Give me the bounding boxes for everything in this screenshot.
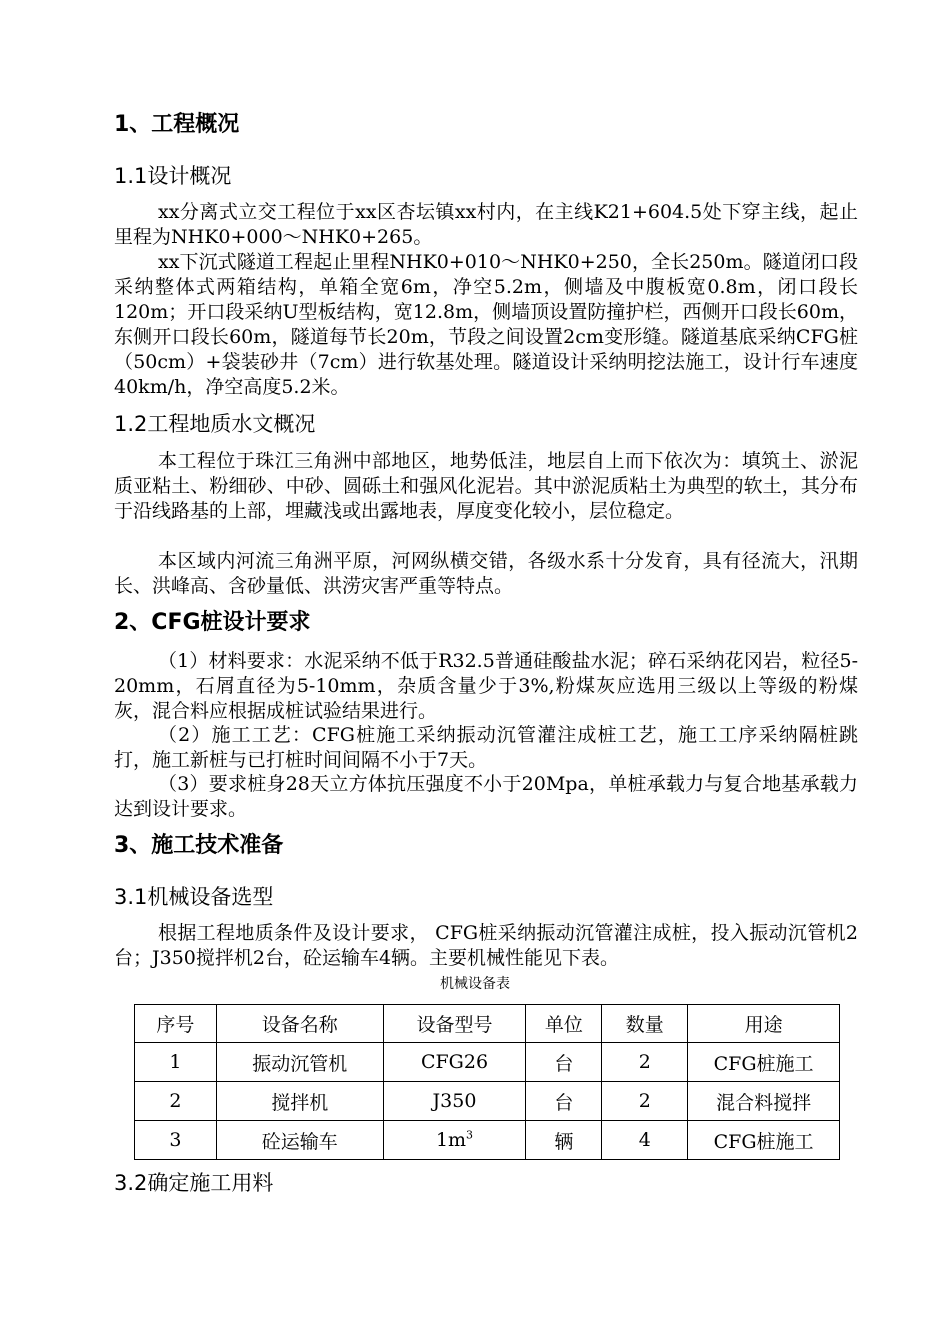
section-2-paragraph-3: （3）要求桩身28天立方体抗压强度不小于20Mpa，单桩承载力与复合地基承载力达到设计要求。 (114, 773, 858, 820)
section-2-paragraph-2: （2）施工工艺：CFG桩施工采纳振动沉管灌注成桩工艺，施工工序采纳隔桩跳打，施工新桩与已打桩时间间隔不小于7天。 (114, 724, 858, 771)
table-cell: CFG26 (383, 1043, 526, 1082)
table-cell: 振动沉管机 (216, 1043, 383, 1082)
section-3-1-paragraph-1: 根据工程地质条件及设计要求， CFG桩采纳振动沉管灌注成桩，投入振动沉管机2台；J350搅拌机2台，砼运输车4辆。主要机械性能见下表。 (114, 922, 858, 969)
unit-superscript: 3 (466, 1128, 474, 1142)
table-cell: 搅拌机 (216, 1082, 383, 1121)
header-cell: 用途 (688, 1005, 840, 1043)
table-row (135, 1043, 840, 1082)
table-cell: CFG桩施工 (688, 1121, 840, 1160)
table-cell: 2 (602, 1043, 688, 1082)
table-row (135, 1121, 840, 1160)
table-caption: 机械设备表 (440, 976, 510, 992)
table-cell: 辆 (526, 1121, 602, 1160)
header-cell: 设备名称 (216, 1005, 383, 1043)
model-value: 1m (435, 1129, 467, 1151)
section-1-2-paragraph-1: 本工程位于珠江三角洲中部地区，地势低洼，地层自上而下依次为：填筑土、淤泥质亚粘土、粉细砂、中砂、圆砾土和强风化泥岩。其中淤泥质粘土为典型的软土，其分布于沿线路基的上部，埋藏浅或出露地表，厚度变化较小，层位稳定。 (114, 450, 858, 522)
section-3-1-title: 3.1机械设备选型 (114, 885, 274, 909)
header-cell: 单位 (526, 1005, 602, 1043)
table-cell: 台 (526, 1043, 602, 1082)
section-1-1-title: 1.1设计概况 (114, 164, 232, 188)
table-cell (383, 1121, 526, 1160)
table-cell: 砼运输车 (216, 1121, 383, 1160)
section-3-title: 3、施工技术准备 (114, 833, 284, 858)
section-2-paragraph-1: （1）材料要求：水泥采纳不低于R32.5普通硅酸盐水泥；碎石采纳花冈岩，粒径5-20mm，石屑直径为5-10mm，杂质含量少于3%,粉煤灰应选用三级以上等级的粉煤灰，混合料应根据成桩试验结果进行。 (114, 650, 858, 722)
section-2-title: 2、CFG桩设计要求 (114, 610, 311, 635)
section-1-1-paragraph-1: xx分离式立交工程位于xx区杏坛镇xx村内，在主线K21+604.5处下穿主线，起止里程为NHK0+000～NHK0+265。 (114, 201, 858, 248)
table-cell: 1 (135, 1043, 217, 1082)
table-cell: 混合料搅拌 (688, 1082, 840, 1121)
table-header-row (135, 1005, 840, 1043)
section-1-2-paragraph-2: 本区域内河流三角洲平原，河网纵横交错，各级水系十分发育，具有径流大，汛期长、洪峰高、含砂量低、洪涝灾害严重等特点。 (114, 550, 858, 597)
table-cell: CFG桩施工 (688, 1043, 840, 1082)
section-1-2-title: 1.2工程地质水文概况 (114, 412, 316, 436)
section-1-title: 1、工程概况 (114, 112, 240, 137)
header-cell: 序号 (135, 1005, 217, 1043)
table-cell: 3 (135, 1121, 217, 1160)
section-3-2-title: 3.2确定施工用料 (114, 1171, 274, 1195)
table-row (135, 1082, 840, 1121)
table-cell: 台 (526, 1082, 602, 1121)
table-cell: 2 (602, 1082, 688, 1121)
table-cell: 4 (602, 1121, 688, 1160)
header-cell: 设备型号 (383, 1005, 526, 1043)
section-1-1-paragraph-2: xx下沉式隧道工程起止里程NHK0+010～NHK0+250，全长250m。隧道闭口段采纳整体式两箱结构，单箱全宽6m，净空5.2m，侧墙及中腹板宽0.8m，闭口段长120m；开口段采纳U型板结构，宽12.8m，侧墙顶设置防撞护栏，西侧开口段长60m，东侧开口段长60m，隧道每节长20m，节段之间设置2cm变形缝。隧道基底采纳CFG桩（50cm）+袋装砂井（7cm）进行软基处理。隧道设计采纳明挖法施工，设计行车速度40km/h，净空高度5.2米。 (114, 251, 858, 398)
table-cell: 2 (135, 1082, 217, 1121)
equipment-table (134, 1004, 840, 1160)
table-cell: J350 (383, 1082, 526, 1121)
header-cell: 数量 (602, 1005, 688, 1043)
